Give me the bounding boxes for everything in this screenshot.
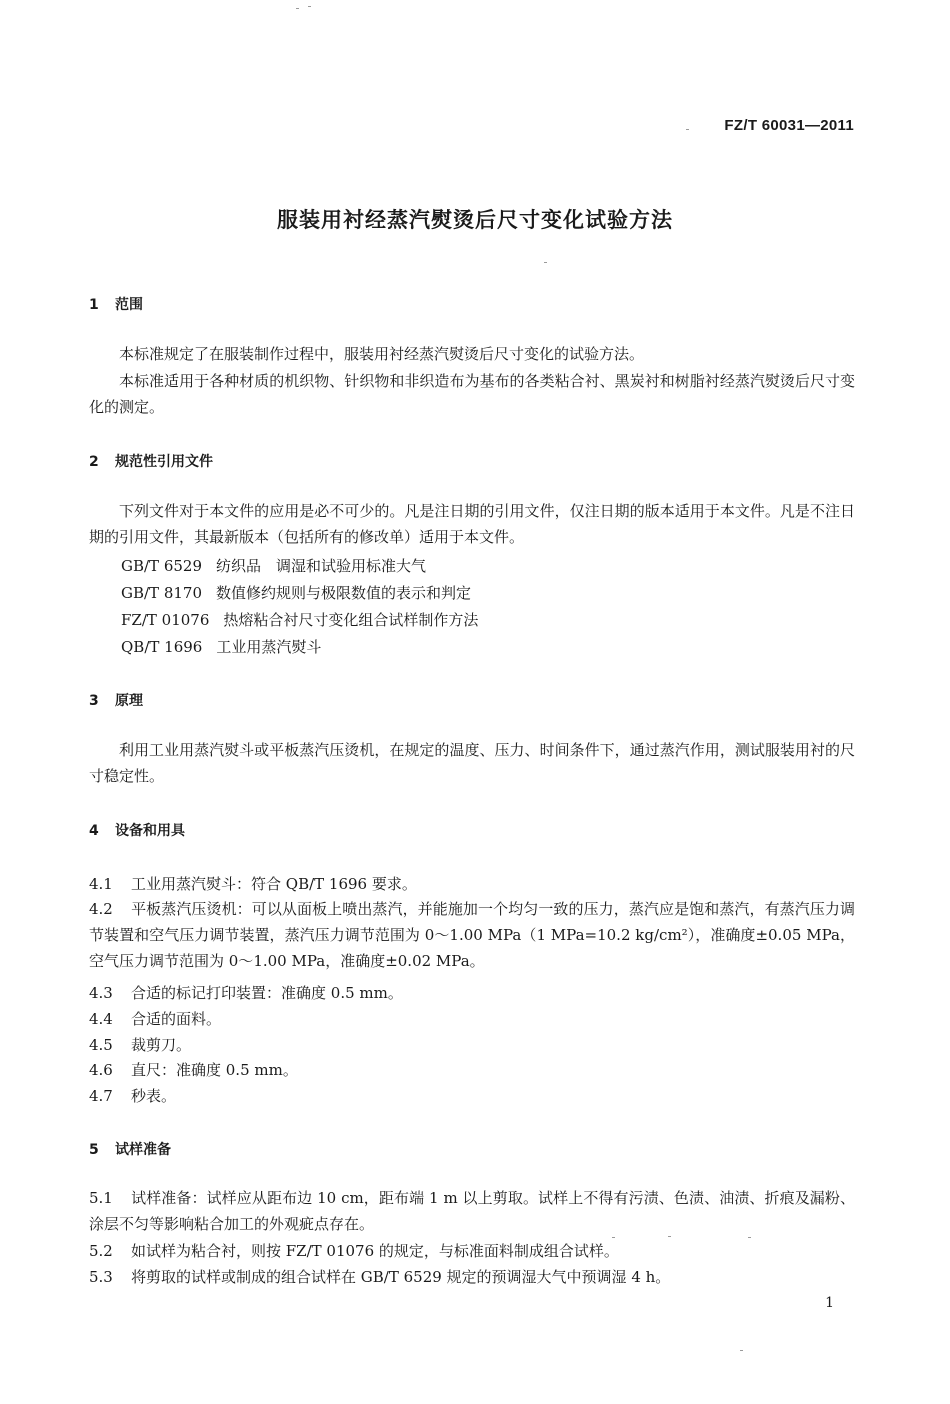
reference-title: 工业用蒸汽熨斗 — [216, 638, 322, 656]
section-1-heading — [89, 294, 143, 314]
item-text: 平板蒸汽压烫机：可以从面板上喷出蒸汽，并能施加一个均匀一致的压力，蒸汽应是饱和蒸汽，有蒸汽压力调节装置和空气压力调节装置，蒸汽压力调节范围为 0～1.00 MPa（1 MPa=10.2 kg/cm²），准确度±0.05 MPa，空气压力调节范围为 0～1.00 MPa，准确度±0.02 MPa。 — [89, 900, 855, 970]
section-title: 设备和用具 — [115, 823, 185, 839]
scan-speck — [296, 8, 299, 9]
item-text: 将剪取的试样或制成的组合试样在 GB/T 6529 规定的预调湿大气中预调湿 4 h。 — [131, 1268, 671, 1286]
item-number: 5.2 — [89, 1242, 113, 1260]
standard-code: FZ/T 60031—2011 — [724, 117, 854, 134]
section-number: 3 — [89, 693, 99, 709]
item-number: 4.6 — [89, 1061, 113, 1079]
scan-speck — [308, 6, 311, 7]
section-number: 4 — [89, 823, 99, 839]
item-text: 工业用蒸汽熨斗：符合 QB/T 1696 要求。 — [131, 875, 417, 893]
item-text: 试样准备：试样应从距布边 10 cm，距布端 1 m 以上剪取。试样上不得有污渍、色渍、油渍、折痕及漏粉、涂层不匀等影响粘合加工的外观疵点存在。 — [89, 1189, 855, 1233]
list-item — [89, 1008, 221, 1029]
item-text: 合适的面料。 — [131, 1010, 222, 1028]
list-item — [89, 1059, 298, 1080]
page-number: 1 — [825, 1295, 834, 1311]
section-3-heading — [89, 690, 143, 710]
reference-code: QB/T 1696 — [121, 638, 203, 656]
reference-item — [121, 609, 478, 630]
scan-speck — [544, 262, 547, 263]
item-number: 4.3 — [89, 984, 113, 1002]
item-text: 直尺：准确度 0.5 mm。 — [131, 1061, 298, 1079]
item-text: 合适的标记打印装置：准确度 0.5 mm。 — [131, 984, 403, 1002]
list-item — [89, 1185, 855, 1237]
list-item — [89, 1266, 670, 1287]
item-number: 4.7 — [89, 1087, 113, 1105]
section-1-paragraph-1: 本标准规定了在服装制作过程中，服装用衬经蒸汽熨烫后尺寸变化的试验方法。 — [119, 345, 645, 363]
section-title: 规范性引用文件 — [115, 454, 213, 470]
item-text: 裁剪刀。 — [131, 1036, 192, 1054]
scan-speck — [740, 1350, 743, 1351]
page-title: 服装用衬经蒸汽熨烫后尺寸变化试验方法 — [277, 208, 673, 232]
item-text: 如试样为粘合衬，则按 FZ/T 01076 的规定，与标准面料制成组合试样。 — [131, 1242, 619, 1260]
reference-code: GB/T 6529 — [121, 557, 203, 575]
scan-speck — [668, 1236, 671, 1237]
section-4-heading — [89, 820, 185, 840]
section-1-paragraph-2: 本标准适用于各种材质的机织物、针织物和非织造布为基布的各类粘合衬、黑炭衬和树脂衬经蒸汽熨烫后尺寸变化的测定。 — [89, 372, 855, 416]
item-number: 4.5 — [89, 1036, 113, 1054]
reference-item — [121, 636, 321, 657]
list-item — [89, 1085, 176, 1106]
item-number: 4.1 — [89, 875, 113, 893]
reference-item — [121, 582, 471, 603]
scan-speck — [686, 129, 689, 130]
section-title: 范围 — [115, 297, 143, 313]
section-3-paragraph-1: 利用工业用蒸汽熨斗或平板蒸汽压烫机，在规定的温度、压力、时间条件下，通过蒸汽作用，测试服装用衬的尺寸稳定性。 — [89, 741, 855, 785]
section-number: 1 — [89, 297, 99, 313]
section-5-heading — [89, 1139, 171, 1159]
section-title: 原理 — [115, 693, 143, 709]
item-number: 5.3 — [89, 1268, 113, 1286]
list-item — [89, 1034, 191, 1055]
scan-speck — [612, 1237, 615, 1238]
reference-code: GB/T 8170 — [121, 584, 203, 602]
item-text: 秒表。 — [131, 1087, 177, 1105]
section-2-heading — [89, 451, 213, 471]
list-item — [89, 873, 417, 894]
section-number: 2 — [89, 454, 99, 470]
item-number: 4.2 — [89, 900, 113, 918]
section-number: 5 — [89, 1142, 99, 1158]
reference-code: FZ/T 01076 — [121, 611, 210, 629]
list-item — [89, 1240, 619, 1261]
reference-title: 热熔粘合衬尺寸变化组合试样制作方法 — [223, 611, 479, 629]
section-title: 试样准备 — [115, 1142, 171, 1158]
reference-title: 纺织品 调湿和试验用标准大气 — [216, 557, 427, 575]
list-item — [89, 896, 855, 974]
item-number: 5.1 — [89, 1189, 113, 1207]
reference-title: 数值修约规则与极限数值的表示和判定 — [216, 584, 472, 602]
section-2-intro: 下列文件对于本文件的应用是必不可少的。凡是注日期的引用文件，仅注日期的版本适用于本文件。凡是不注日期的引用文件，其最新版本（包括所有的修改单）适用于本文件。 — [89, 502, 855, 546]
reference-item — [121, 555, 426, 576]
item-number: 4.4 — [89, 1010, 113, 1028]
list-item — [89, 982, 403, 1003]
scan-speck — [748, 1237, 751, 1238]
